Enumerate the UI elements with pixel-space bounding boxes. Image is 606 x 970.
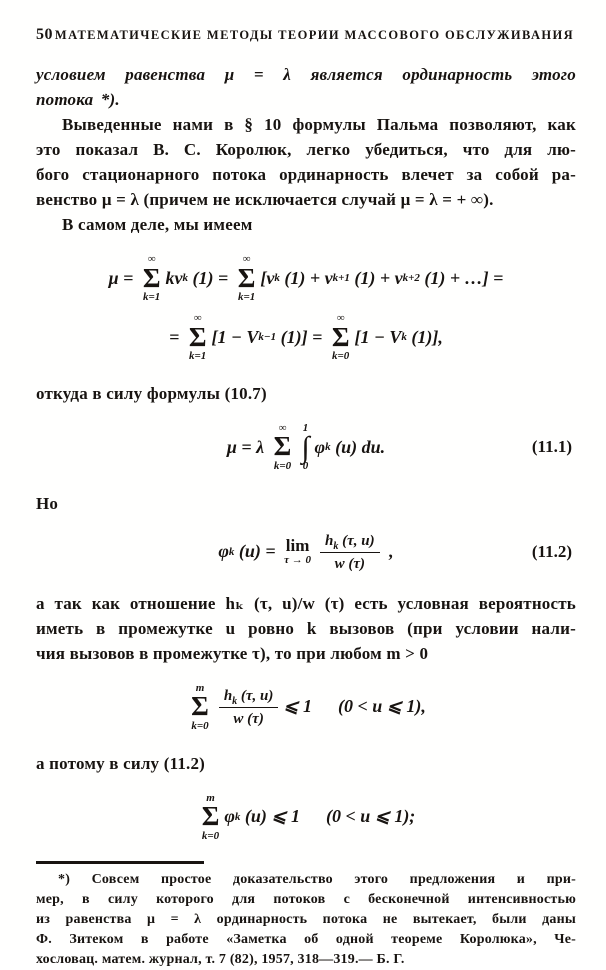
fraction-numerator bbox=[219, 687, 279, 708]
footnote-line: хословац. матем. журнал, т. 7 (82), 1957, 318—319.— Б. Г. bbox=[36, 951, 405, 967]
operator-lower-limit: k=1 bbox=[189, 350, 207, 363]
text-line: а потому в силу (11.2) bbox=[36, 753, 206, 773]
sigma-symbol: Σ bbox=[191, 691, 209, 722]
sum-operator bbox=[143, 253, 161, 304]
fraction-numerator bbox=[320, 532, 380, 553]
mu-sum-expansion-formula bbox=[36, 249, 576, 367]
bounded-phi-sum-formula bbox=[36, 788, 576, 847]
formula-11-1 bbox=[36, 418, 576, 477]
text-line: а так как отношение hₖ (τ, u)/w (τ) есть условная вероятность bbox=[36, 593, 576, 613]
text-line: это показал В. С. Королюк, легко убедиться, что для лю- bbox=[36, 140, 576, 159]
math-text: (0 < u ⩽ 1), bbox=[338, 696, 426, 717]
formula-line: = ∞ Σ k=1 [1 − V k−1 (1)] = ∞ Σ k=0 [1 − V k (1)], bbox=[169, 311, 443, 363]
math-text: (1)] = bbox=[276, 326, 327, 347]
math-text: [v bbox=[260, 267, 275, 288]
fraction-denominator bbox=[335, 553, 365, 573]
bounded-ratio-sum-formula bbox=[36, 678, 576, 737]
math-text: φ bbox=[314, 436, 326, 457]
palm-formulas-paragraph bbox=[36, 112, 576, 212]
text-line: бого стационарного потока ординарность влечет за собой ра- bbox=[36, 165, 576, 184]
sigma-symbol: Σ bbox=[331, 321, 350, 352]
footnote-block bbox=[36, 870, 576, 970]
fraction bbox=[219, 687, 279, 728]
page-number: 50 bbox=[36, 26, 53, 43]
formula-line: φ k (u) = lim τ → 0 $\frac{h_k (\tau, u)}{w (\tau)}$ , bbox=[218, 532, 394, 572]
sum-operator bbox=[238, 253, 256, 304]
operator-upper-limit: ∞ bbox=[147, 253, 156, 265]
math-text: μ = bbox=[108, 267, 138, 288]
text-line: потока *). bbox=[36, 90, 120, 109]
operator-lower-limit: k=0 bbox=[201, 829, 220, 842]
therefore-paragraph bbox=[36, 751, 576, 776]
operator-lower-limit: k=1 bbox=[143, 291, 161, 304]
footnote-line: из равенства μ = λ ординарность потока не вытекает, были даны bbox=[36, 911, 576, 927]
operator-upper-limit: ∞ bbox=[193, 311, 202, 324]
sum-operator bbox=[274, 422, 292, 473]
math-text: (1)], bbox=[406, 326, 443, 347]
integral-operator bbox=[301, 422, 309, 473]
footnote-line: *) Совсем простое доказательство этого предложения и при- bbox=[58, 871, 576, 887]
math-text: ⩽ 1 bbox=[283, 696, 312, 717]
formula-line bbox=[186, 682, 426, 733]
sum-operator bbox=[191, 682, 209, 733]
math-text: (1) + v bbox=[349, 267, 403, 288]
math-text: (0 < u ⩽ 1); bbox=[325, 806, 416, 827]
lim-word: lim bbox=[285, 536, 310, 556]
math-text: w (τ) bbox=[233, 710, 264, 727]
operator-upper-limit: m bbox=[195, 681, 205, 694]
formula-line: μ = λ ∞ Σ k=0 1 ∫ 0 φ k (u) du. bbox=[226, 421, 386, 473]
math-text: = bbox=[169, 326, 184, 347]
intro-italic-paragraph bbox=[36, 62, 576, 112]
text-line: условием равенства μ = λ является ординарность этого bbox=[36, 65, 576, 84]
operator-lower-limit: k=0 bbox=[273, 460, 292, 473]
fraction-denominator bbox=[233, 708, 263, 728]
content-flow bbox=[36, 62, 576, 847]
footnote-rule bbox=[36, 861, 204, 864]
math-text: φ bbox=[218, 541, 229, 562]
math-text: (u) ⩽ 1 bbox=[240, 806, 300, 827]
operator-upper-limit: ∞ bbox=[242, 253, 251, 265]
sum-operator bbox=[189, 312, 207, 363]
math-text: (u) = bbox=[234, 541, 281, 562]
limit-operator bbox=[284, 537, 311, 567]
operator-lower-limit: k=1 bbox=[237, 291, 256, 304]
operator-upper-limit: 1 bbox=[302, 421, 309, 434]
math-text: [1 − V bbox=[211, 326, 259, 347]
text-line: откуда в силу формулы (10.7) bbox=[36, 383, 267, 403]
sum-operator bbox=[202, 792, 220, 843]
operator-lower-limit: k=0 bbox=[191, 720, 209, 733]
text-line: венство μ = λ (причем не исключается случай μ = λ = + ∞). bbox=[36, 190, 494, 209]
fraction bbox=[320, 532, 380, 573]
text-line: Выведенные нами в § 10 формулы Пальма позволяют, как bbox=[62, 115, 576, 134]
equation-number: (11.2) bbox=[531, 542, 572, 562]
math-text: (1) = bbox=[188, 267, 233, 288]
footnote-line: Ф. Зитеком в работе «Заметка об одной теореме Королюка», Че- bbox=[36, 931, 576, 947]
math-text: (τ, u) bbox=[338, 532, 375, 549]
equation-number: (11.1) bbox=[531, 437, 572, 457]
sigma-symbol: Σ bbox=[273, 431, 292, 462]
math-text: h bbox=[223, 687, 233, 704]
math-text: (τ, u) bbox=[237, 687, 274, 704]
math-subscript: k bbox=[232, 695, 238, 707]
text-line: иметь в промежутке u ровно k вызовов (при условии нали- bbox=[36, 618, 576, 638]
math-text: h bbox=[325, 532, 334, 549]
text-line: чия вызовов в промежутке τ), то при любом m > 0 bbox=[36, 643, 429, 663]
whence-paragraph bbox=[36, 381, 576, 406]
operator-upper-limit: ∞ bbox=[336, 311, 345, 324]
formula-11-2 bbox=[36, 528, 576, 577]
running-title: МАТЕМАТИЧЕСКИЕ МЕТОДЫ ТЕОРИИ МАССОВОГО ОБСЛУЖИВАНИЯ bbox=[54, 28, 575, 42]
math-text: w (τ) bbox=[334, 555, 366, 572]
math-text: (1) + v bbox=[279, 267, 333, 288]
operator-upper-limit: m bbox=[206, 791, 215, 804]
math-text: [1 − V bbox=[354, 326, 402, 347]
formula-line: m Σ k=0 φ k (u) ⩽ 1 (0 < u ⩽ 1); bbox=[201, 791, 416, 842]
conditional-probability-paragraph bbox=[36, 591, 576, 666]
operator-lower-limit: 0 bbox=[302, 460, 309, 473]
sum-operator bbox=[332, 312, 350, 363]
math-text: kv bbox=[165, 267, 183, 288]
indeed-paragraph bbox=[36, 212, 576, 237]
limit-lower: τ → 0 bbox=[284, 554, 312, 567]
sigma-symbol: Σ bbox=[142, 262, 161, 293]
text-line: Но bbox=[36, 493, 59, 513]
sigma-symbol: Σ bbox=[237, 262, 256, 293]
operator-upper-limit: ∞ bbox=[278, 421, 287, 434]
math-text: φ bbox=[224, 806, 235, 827]
math-text: (u) du. bbox=[330, 436, 386, 457]
footnote-line: мер, в силу которого для потоков с бесконечной интенсивностью bbox=[36, 891, 576, 907]
math-subscript: k bbox=[333, 540, 339, 552]
running-head bbox=[36, 26, 576, 44]
text-line: В самом деле, мы имеем bbox=[62, 215, 253, 234]
integral-symbol: ∫ bbox=[301, 430, 310, 464]
formula-line: μ = ∞ Σ k=1 kv k (1) = ∞ Σ k=1 [v k (1) + v k+1 (1) + v k+2 (1) + …] = bbox=[108, 253, 504, 304]
operator-lower-limit: k=0 bbox=[332, 350, 350, 363]
math-text: μ = λ bbox=[226, 436, 269, 457]
math-text: (1) + …] = bbox=[419, 267, 504, 288]
math-text: , bbox=[384, 541, 394, 562]
sigma-symbol: Σ bbox=[188, 321, 207, 352]
sigma-symbol: Σ bbox=[201, 801, 220, 832]
but-paragraph bbox=[36, 491, 576, 516]
